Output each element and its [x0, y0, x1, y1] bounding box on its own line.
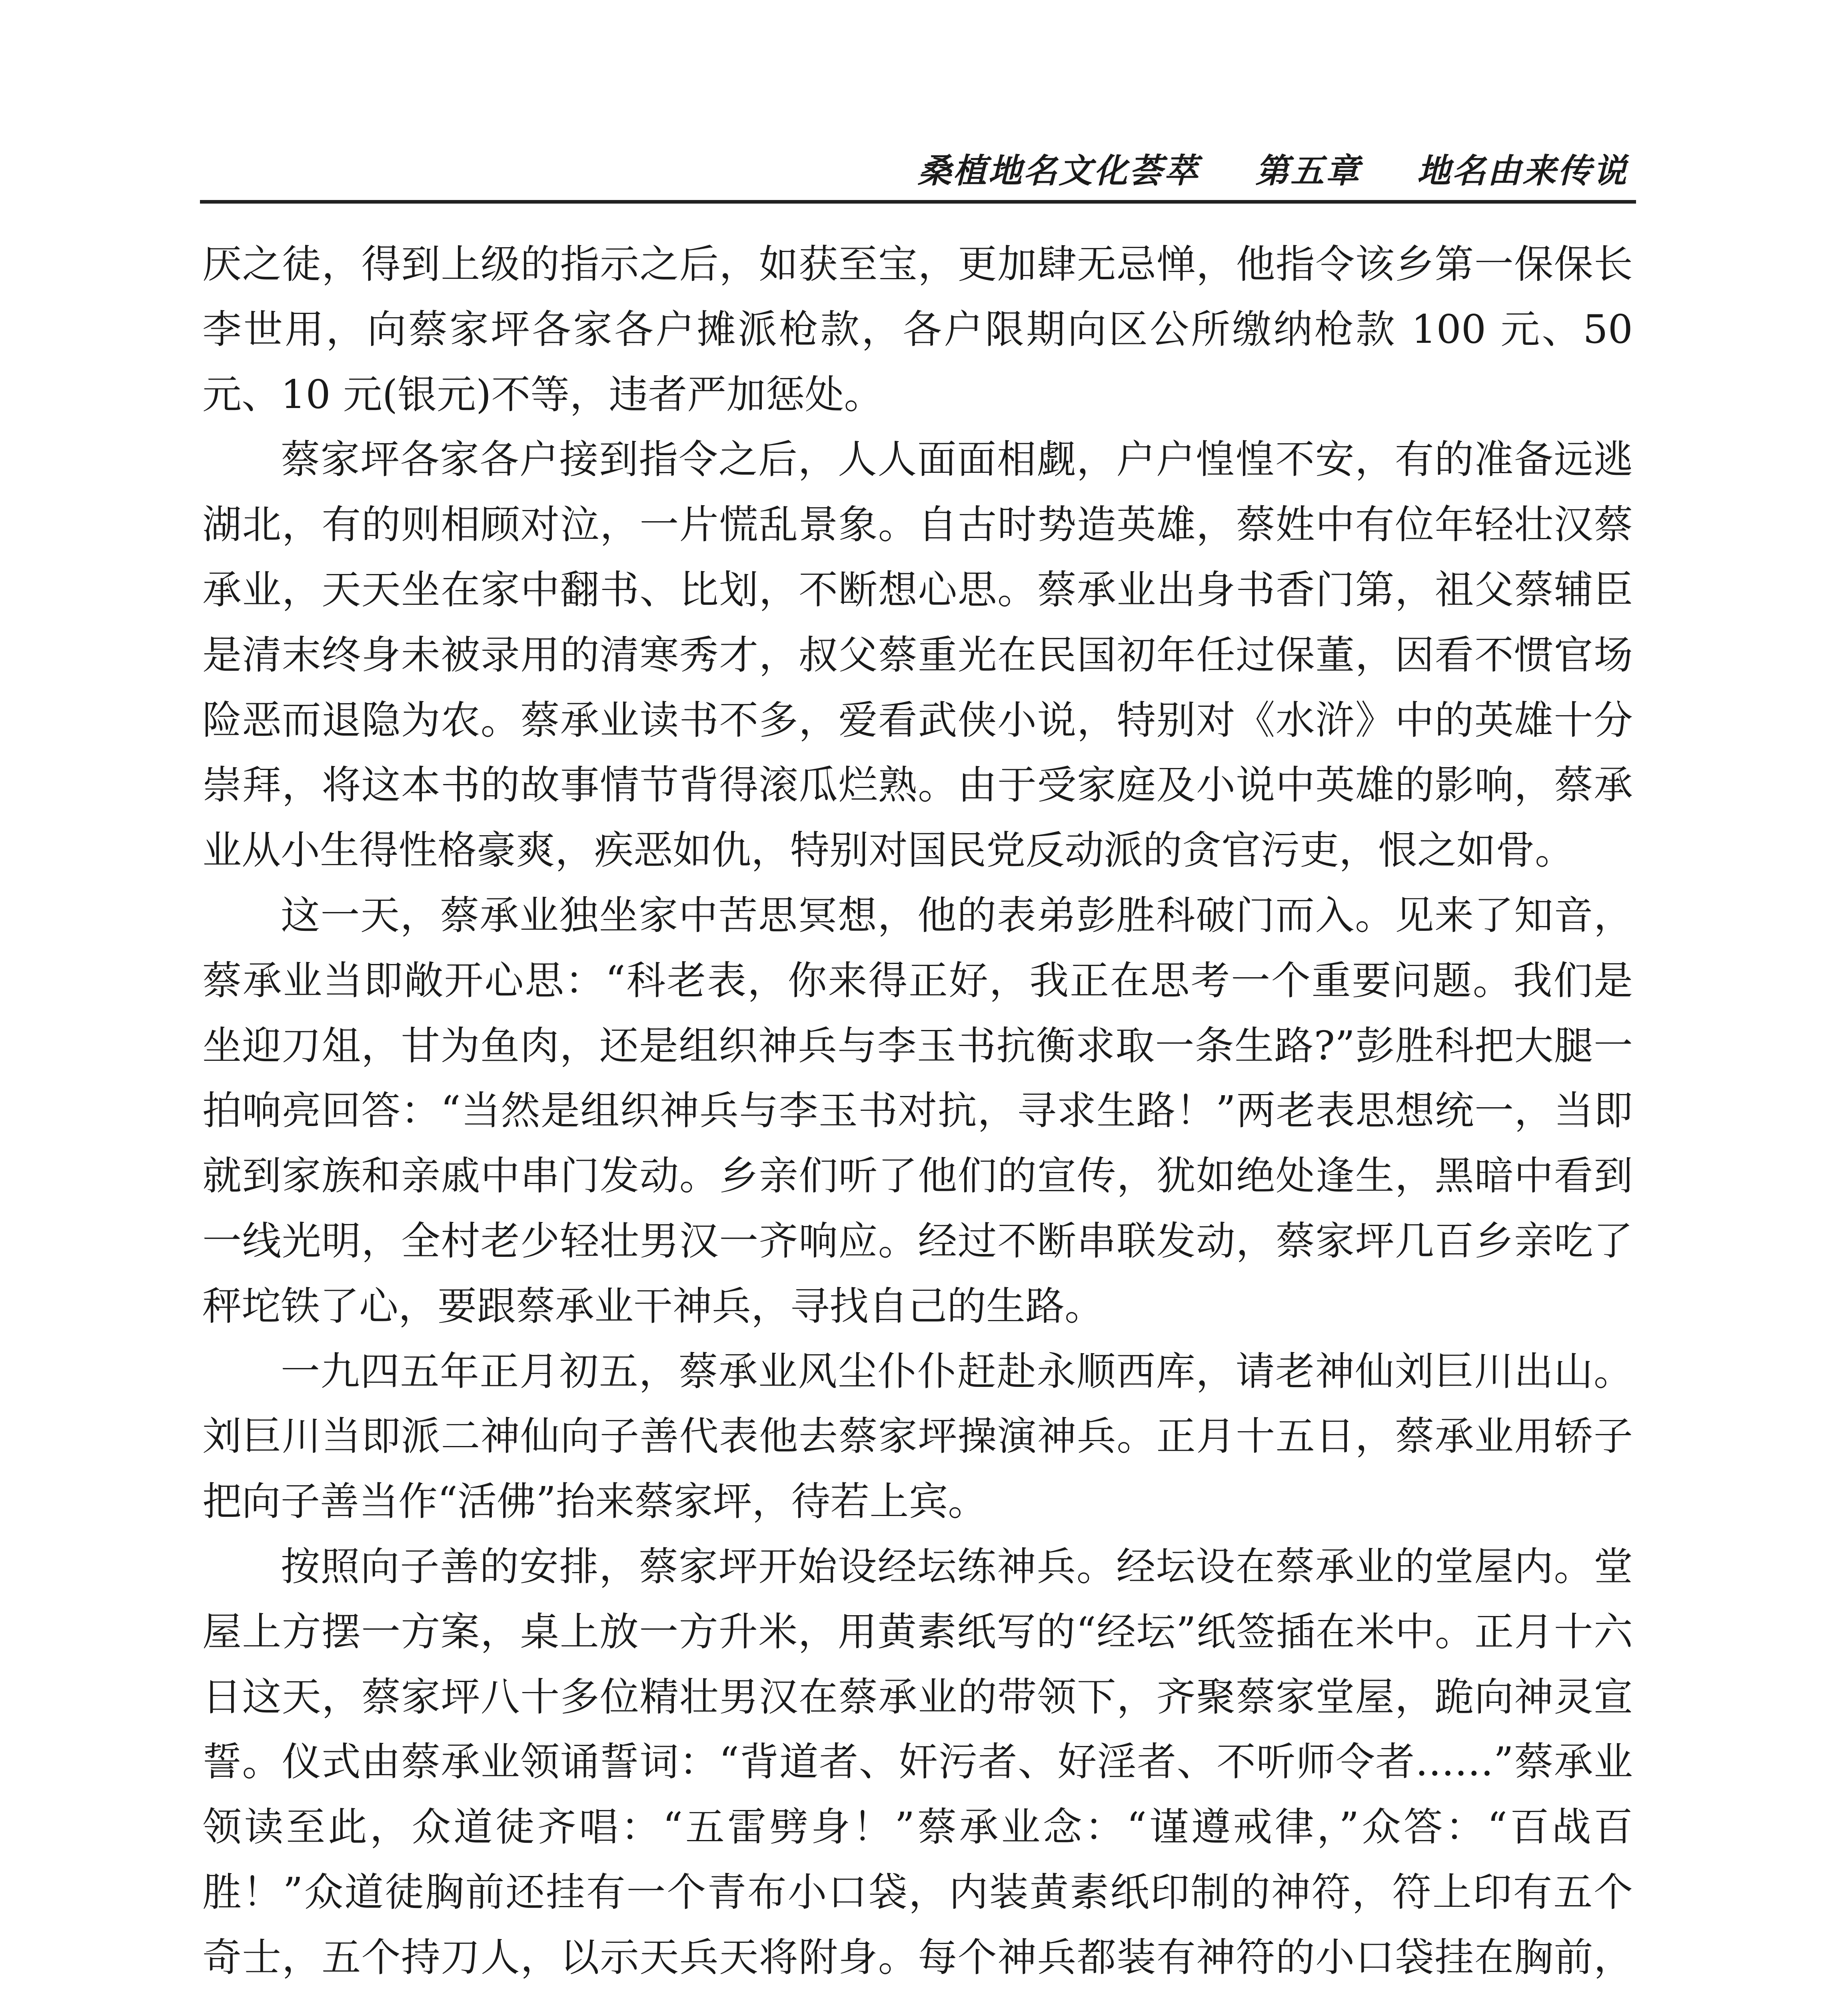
body-text	[202, 232, 1633, 2000]
running-header-text	[918, 144, 1628, 192]
book-title: 桑植地名文化荟萃	[917, 151, 1199, 190]
paragraph: 这一天，蔡承业独坐家中苦思冥想，他的表弟彭胜科破门而入。见来了知音，蔡承业当即敞开心思：“科老表，你来得正好，我正在思考一个重要问题。我们是坐迎刀俎，甘为鱼肉，还是组织神兵与李玉书抗衡求取一条生路?”彭胜科把大腿一拍响亮回答：“当然是组织神兵与李玉书对抗，寻求生路！”两老表思想统一，当即就到家族和亲戚中串门发动。乡亲们听了他们的宣传，犹如绝处逢生，黑暗中看到一线光明，全村老少轻壮男汉一齐响应。经过不断串联发动，蔡家坪几百乡亲吃了秤坨铁了心，要跟蔡承业干神兵，寻找自己的生路。	[202, 892, 1633, 1329]
chapter-number: 第五章	[1255, 151, 1361, 190]
paragraph: 一九四五年正月初五，蔡承业风尘仆仆赶赴永顺西库，请老神仙刘巨川出山。刘巨川当即派二神仙向子善代表他去蔡家坪操演神兵。正月十五日，蔡承业用轿子把向子善当作“活佛”抬来蔡家坪，待若上宾。	[202, 1348, 1633, 1525]
paragraph: 按照向子善的安排，蔡家坪开始设经坛练神兵。经坛设在蔡承业的堂屋内。堂屋上方摆一方案，桌上放一方升米，用黄素纸写的“经坛”纸签插在米中。正月十六日这天，蔡家坪八十多位精壮男汉在蔡承业的带领下，齐聚蔡家堂屋，跪向神灵宣誓。仪式由蔡承业领诵誓词：“背道者、奸污者、好淫者、不听师令者……”蔡承业领读至此，众道徒齐唱：“五雷劈身！”蔡承业念：“谨遵戒律，”众答：“百战百胜！”众道徒胸前还挂有一个青布小口袋，内装黄素纸印制的神符，符上印有五个奇士，五个持刀人，以示天兵天将附身。每个神兵都装有神符的小口袋挂在胸前，	[202, 1544, 1633, 1980]
paragraph-continued: 厌之徒，得到上级的指示之后，如获至宝，更加肆无忌惮，他指令该乡第一保保长李世用，向蔡家坪各家各户摊派枪款，各户限期向区公所缴纳枪款 100 元、50 元、10 元(银元)不等，违者严加惩处。	[202, 242, 1633, 418]
paragraph: 蔡家坪各家各户接到指令之后，人人面面相觑，户户惶惶不安，有的准备远逃湖北，有的则相顾对泣，一片慌乱景象。自古时势造英雄，蔡姓中有位年轻壮汉蔡承业，天天坐在家中翻书、比划，不断想心思。蔡承业出身书香门第，祖父蔡辅臣是清末终身未被录用的清寒秀才，叔父蔡重光在民国初年任过保董，因看不惯官场险恶而退隐为农。蔡承业读书不多，爱看武侠小说，特别对《水浒》中的英雄十分崇拜，将这本书的故事情节背得滚瓜烂熟。由于受家庭及小说中英雄的影响，蔡承业从小生得性格豪爽，疾恶如仇，特别对国民党反动派的贪官污吏，恨之如骨。	[202, 437, 1633, 874]
chapter-title: 地名由来传说	[1416, 151, 1628, 190]
running-header	[200, 140, 1636, 204]
